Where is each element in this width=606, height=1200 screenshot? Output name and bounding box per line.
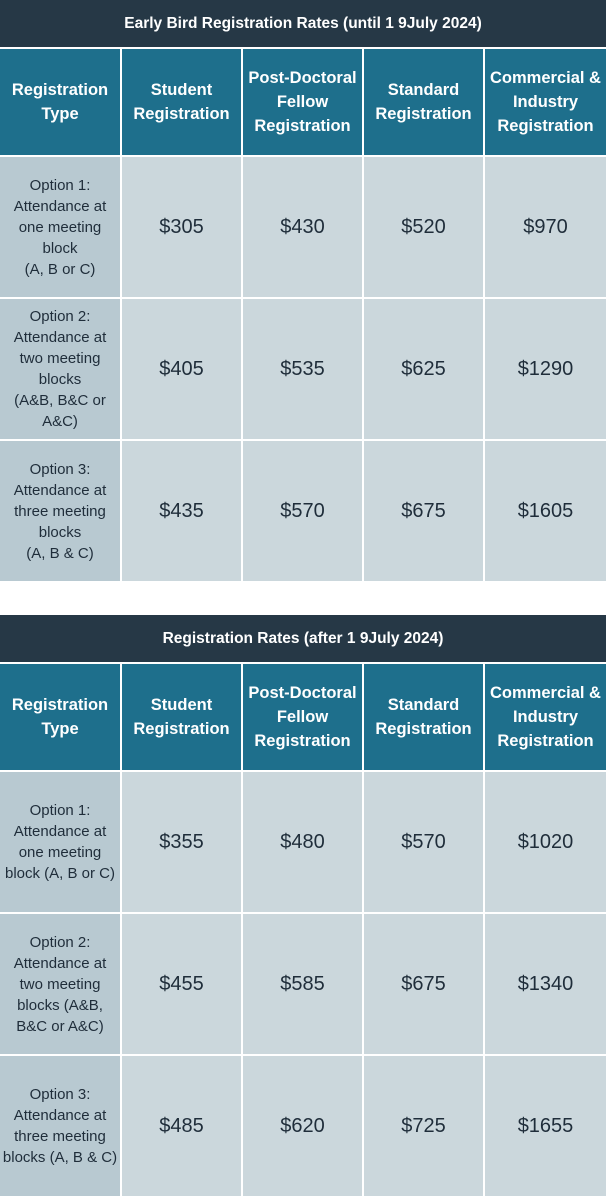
price-cell: $355: [121, 771, 242, 913]
table-header-row: [0, 48, 606, 156]
price-cell: $585: [242, 913, 363, 1055]
regular-rates-table: [0, 662, 606, 1196]
price-cell: $620: [242, 1055, 363, 1196]
table-row: [0, 156, 606, 298]
header-student: Student Registration: [121, 663, 242, 771]
header-standard: Standard Registration: [363, 663, 484, 771]
price-cell: $725: [363, 1055, 484, 1196]
price-cell: $535: [242, 298, 363, 440]
option-text: Option 2: Attendance at two meeting blocks (A&B, B&C or A&C): [13, 933, 107, 1035]
header-commercial: Commercial & Industry Registration: [484, 663, 606, 771]
header-post-doctoral: Post-Doctoral Fellow Registration: [242, 663, 363, 771]
price-cell: $480: [242, 771, 363, 913]
header-standard: Standard Registration: [363, 48, 484, 156]
price-cell: $485: [121, 1055, 242, 1196]
regular-rates-section: [0, 615, 606, 1196]
header-student: Student Registration: [121, 48, 242, 156]
table-header-row: [0, 663, 606, 771]
price-cell: $1340: [484, 913, 606, 1055]
price-cell: $570: [242, 440, 363, 581]
section-gap: [0, 581, 606, 615]
table-row: [0, 771, 606, 913]
option-label: [0, 440, 121, 581]
price-cell: $675: [363, 440, 484, 581]
option-label: [0, 156, 121, 298]
option-text: Option 2: Attendance at two meeting blocks (A&B, B&C or A&C): [13, 308, 107, 430]
price-cell: $520: [363, 156, 484, 298]
price-cell: $675: [363, 913, 484, 1055]
price-cell: $1655: [484, 1055, 606, 1196]
table-row: [0, 913, 606, 1055]
price-cell: $970: [484, 156, 606, 298]
option-text: Option 1: Attendance at one meeting block (A, B or C): [13, 176, 107, 278]
early-bird-rates-table: [0, 47, 606, 581]
price-cell: $625: [363, 298, 484, 440]
option-text: Option 3: Attendance at three meeting blocks (A, B & C): [2, 1086, 118, 1166]
early-bird-section: [0, 0, 606, 581]
option-text: Option 1: Attendance at one meeting block (A, B or C): [4, 802, 116, 882]
early-bird-title: Early Bird Registration Rates (until 1 9July 2024): [0, 0, 606, 47]
price-cell: $435: [121, 440, 242, 581]
price-cell: $1605: [484, 440, 606, 581]
option-text: Option 3: Attendance at three meeting blocks (A, B & C): [13, 460, 107, 562]
table-row: [0, 298, 606, 440]
option-label: [0, 913, 121, 1055]
price-cell: $1020: [484, 771, 606, 913]
price-cell: $430: [242, 156, 363, 298]
price-cell: $570: [363, 771, 484, 913]
header-commercial: Commercial & Industry Registration: [484, 48, 606, 156]
price-cell: $305: [121, 156, 242, 298]
regular-rates-title: Registration Rates (after 1 9July 2024): [0, 615, 606, 662]
header-registration-type: Registration Type: [0, 48, 121, 156]
header-registration-type: Registration Type: [0, 663, 121, 771]
price-cell: $405: [121, 298, 242, 440]
table-row: [0, 440, 606, 581]
header-post-doctoral: Post-Doctoral Fellow Registration: [242, 48, 363, 156]
price-cell: $1290: [484, 298, 606, 440]
option-label: [0, 771, 121, 913]
option-label: [0, 298, 121, 440]
price-cell: $455: [121, 913, 242, 1055]
table-row: [0, 1055, 606, 1196]
option-label: [0, 1055, 121, 1196]
